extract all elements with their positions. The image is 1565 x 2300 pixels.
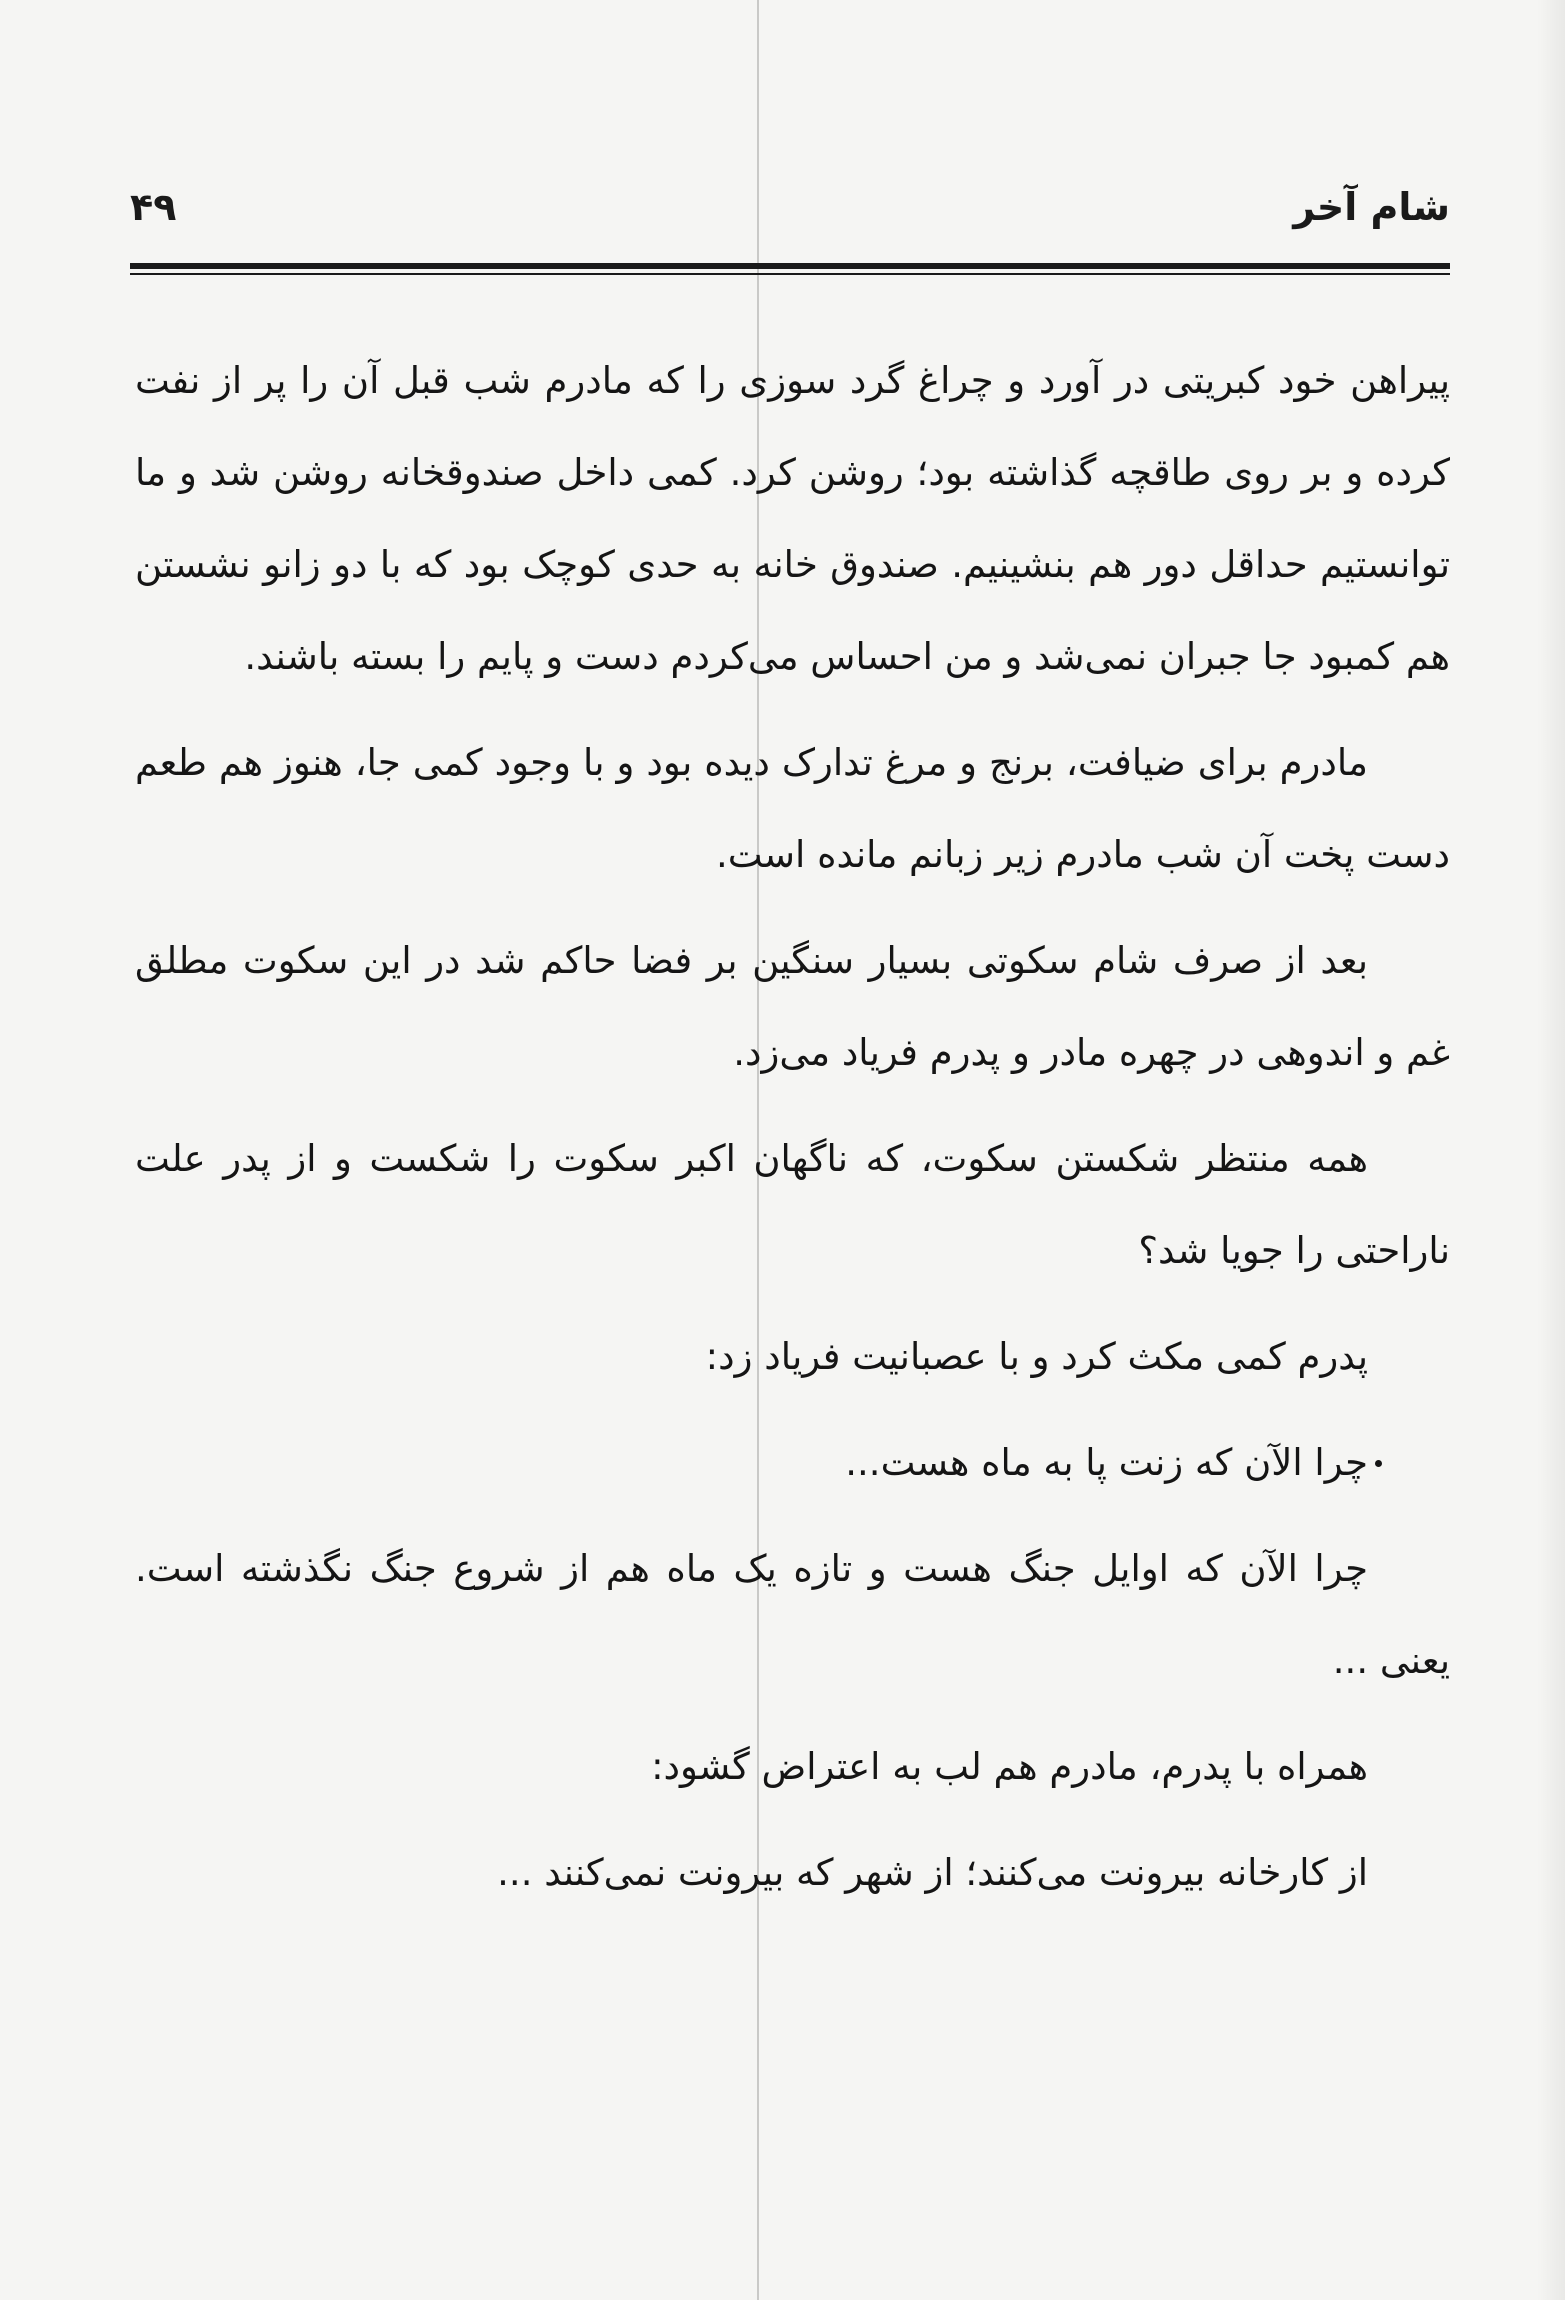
header-rule-thin [130, 273, 1450, 275]
paragraph-9: از کارخانه بیرونت می‌کنند؛ از شهر که بیرونت نمی‌کنند ... [497, 1851, 1368, 1894]
running-title: شام آخر [1293, 185, 1450, 229]
paragraph-4: همه منتظر شکستن سکوت، که ناگهان اکبر سکوت را شکست و از پدر علت ناراحتی را جویا شد؟ [135, 1137, 1450, 1272]
body-text [135, 335, 1450, 1933]
paragraph-6: چرا الآن که زنت پا به ماه هست... [845, 1441, 1368, 1484]
bullet-dot-icon [1375, 1460, 1382, 1467]
paragraph-3: بعد از صرف شام سکوتی بسیار سنگین بر فضا حاکم شد در این سکوت مطلق غم و اندوهی در چهره مادر و پدرم فریاد می‌زد. [135, 939, 1450, 1074]
page-number: ۴۹ [130, 185, 177, 229]
paragraph-7: چرا الآن که اوایل جنگ هست و تازه یک ماه هم از شروع جنگ نگذشته است. یعنی ... [135, 1547, 1450, 1682]
bulleted-line [135, 1417, 1450, 1509]
paragraph-8: همراه با پدرم، مادرم هم لب به اعتراض گشود: [651, 1745, 1368, 1788]
header-rule-thick [130, 263, 1450, 269]
paragraph-1: پیراهن خود کبریتی در آورد و چراغ گرد سوزی را که مادرم شب قبل آن را پر از نفت کرده و بر روی طاقچه گذاشته بود؛ روشن کرد. کمی داخل صندوقخانه روشن شد و ما توانستیم حداقل دور هم بنشینیم. صندوق خانه به حدی کوچک بود که با دو زانو نشستن هم کمبود جا جبران نمی‌شد و من احساس می‌کردم دست و پایم را بسته باشند. [135, 359, 1450, 678]
page-header [130, 185, 1450, 245]
page-edge-shadow [1537, 0, 1565, 2300]
paragraph-2: مادرم برای ضیافت، برنج و مرغ تدارک دیده بود و با وجود کمی جا، هنوز هم طعم دست پخت آن شب مادرم زیر زبانم مانده است. [135, 741, 1450, 876]
paragraph-5: پدرم کمی مکث کرد و با عصبانیت فریاد زد: [705, 1335, 1368, 1378]
